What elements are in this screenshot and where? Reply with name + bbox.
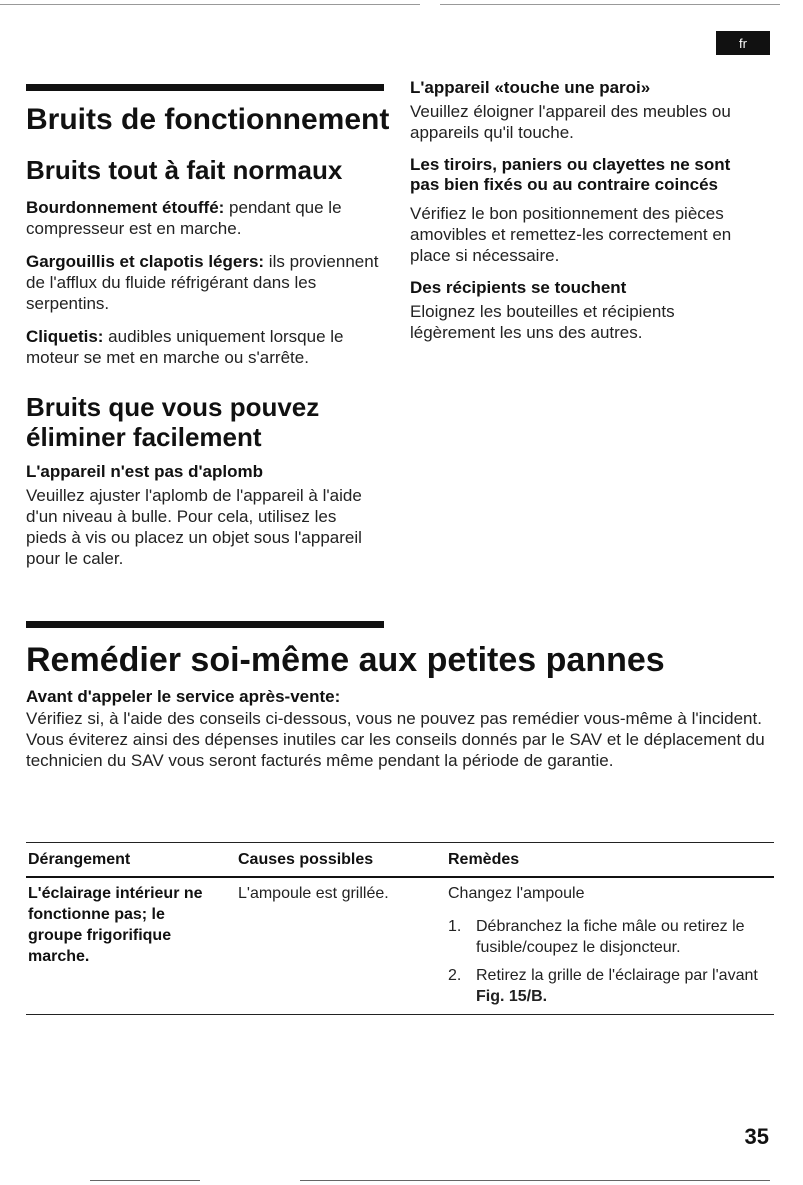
step-number: 1. [448,918,462,935]
repair-subheading: Avant d'appeler le service après-vente: [26,687,341,706]
left-column [26,102,391,569]
noise-term: Cliquetis: [26,327,104,346]
page-number: 35 [744,1124,769,1149]
section-rule [26,621,384,628]
remedy-steps [448,916,768,1007]
step-text: Retirez la grille de l'éclairage par l'avant [476,967,758,984]
table-header-remedies: Remèdes [448,851,520,868]
scan-line-top [0,4,420,5]
table-header-problem: Dérangement [28,851,131,868]
section-title-noises: Bruits de fonctionnement [26,103,390,136]
language-badge: fr [716,31,770,55]
section-rule [26,84,384,91]
noise-item [26,197,391,239]
noise-text: pendant que le compresseur est en marche. [26,198,342,238]
table-rule-header [26,876,774,878]
noise-item [26,251,391,314]
right-heading: Les tiroirs, paniers ou clayettes ne sont pas bien fixés ou au contraire coincés [410,155,731,194]
scan-line-bottom-right [300,1180,770,1181]
right-text: Veuillez éloigner l'appareil des meubles ou appareils qu'il touche. [410,102,731,142]
table-cell-cause: L'ampoule est grillée. [238,885,389,902]
heading-normal-noises: Bruits tout à fait normaux [26,155,343,185]
repair-text: Vérifiez si, à l'aide des conseils ci-dessous, vous ne pouvez pas remédier vous-même à l'incident. Vous éviterez ainsi des dépenses inutiles car les conseils donnés par le SAV et le déplacement du technicien du SAV vous seront facturés même pendant la période de garantie. [26,709,765,770]
right-heading: L'appareil «touche une paroi» [410,78,651,97]
table-cell-remedy [448,883,768,1014]
table-rule-top [26,842,774,843]
figure-reference: Fig. 15/B. [476,988,548,1005]
noise-text: ils proviennent de l'afflux du fluide réfrigérant dans les serpentins. [26,252,379,313]
right-text: Eloignez les bouteilles et récipients légèrement les uns des autres. [410,302,675,342]
repair-section [26,640,776,771]
scan-line-top-right [440,4,780,5]
remedy-intro: Changez l'ampoule [448,885,585,902]
section-title-repair: Remédier soi-même aux petites pannes [26,641,665,679]
step-text: Débranchez la fiche mâle ou retirez le fusible/coupez le disjoncteur. [476,918,745,956]
noise-item [26,326,391,368]
remedy-step [448,916,768,958]
sub-heading-not-level: L'appareil n'est pas d'aplomb [26,462,263,481]
right-text: Vérifiez le bon positionnement des pièces amovibles et remettez-les correctement en place si nécessaire. [410,204,732,265]
step-number: 2. [448,967,462,984]
right-column [410,78,775,343]
table-header-causes: Causes possibles [238,851,374,868]
scan-line-bottom [90,1180,200,1181]
heading-fixable-noises: Bruits que vous pouvez éliminer facilement [26,392,320,452]
remedy-step [448,965,768,1007]
noise-term: Gargouillis et clapotis légers: [26,252,265,271]
noise-term: Bourdonnement étouffé: [26,198,225,217]
noise-text: audibles uniquement lorsque le moteur se met en marche ou s'arrête. [26,327,344,367]
not-level-text: Veuillez ajuster l'aplomb de l'appareil à l'aide d'un niveau à bulle. Pour cela, utilisez les pieds à vis ou placez un objet sous l'appareil pour le caler. [26,486,362,568]
table-rule-bottom [26,1014,774,1015]
right-heading: Des récipients se touchent [410,278,627,297]
table-cell-problem: L'éclairage intérieur ne fonctionne pas; le groupe frigorifique marche. [28,885,203,965]
